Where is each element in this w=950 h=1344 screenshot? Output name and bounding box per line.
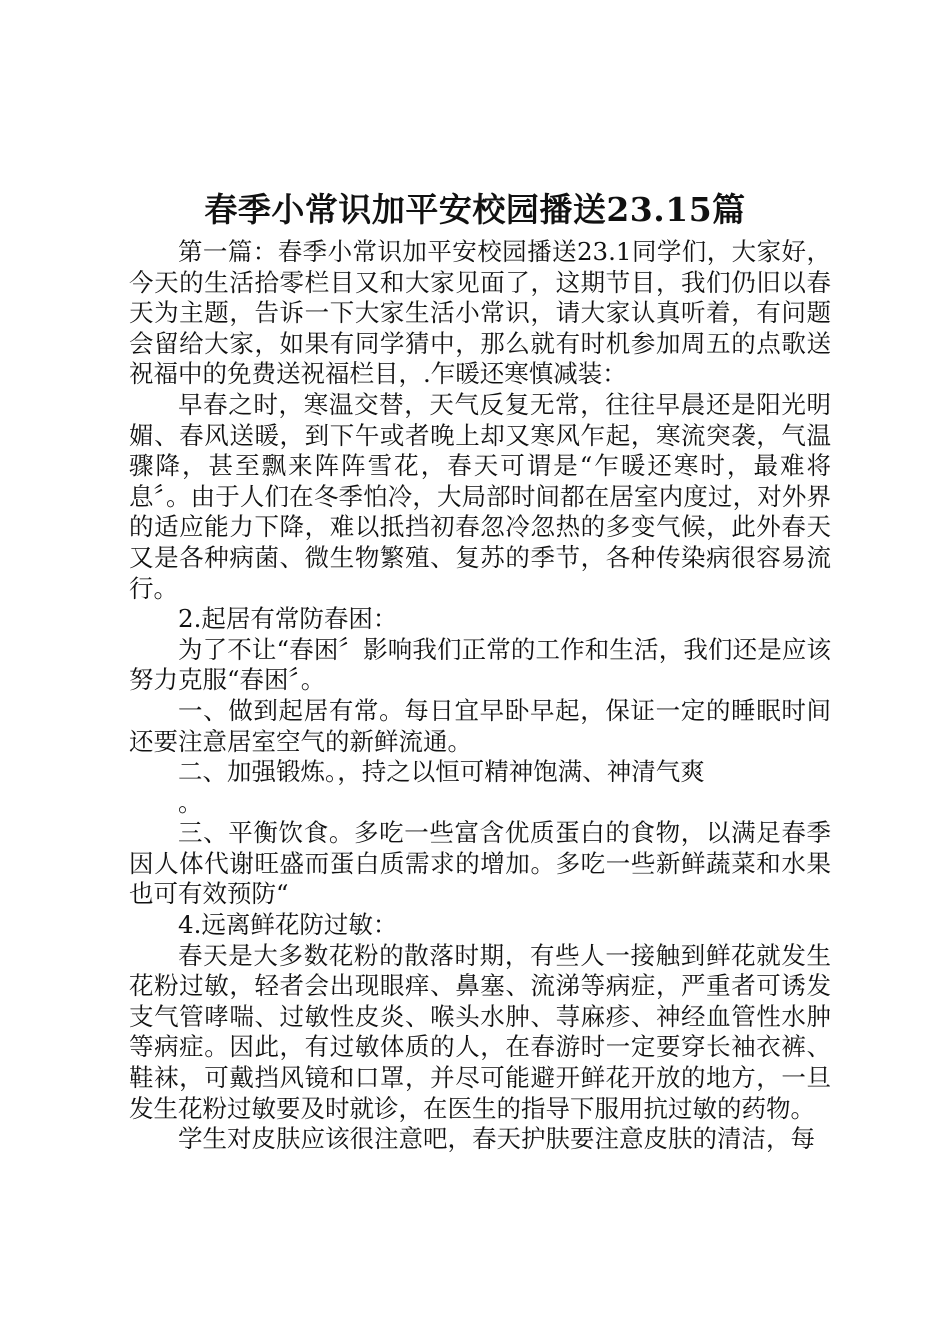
paragraph-stray-period: 。 bbox=[178, 787, 203, 817]
paragraph-balanced-diet: 三、平衡饮食。多吃一些富含优质蛋白的食物，以满足春季因人体代谢旺盛而蛋白质需求的增加。多吃一些新鲜蔬菜和水果也可有效预防“ bbox=[129, 818, 831, 909]
paragraph-overcome-fatigue: 为了不让“春困〞影响我们正常的工作和生活，我们还是应该努力克服“春困〞。 bbox=[129, 634, 831, 695]
paragraph-pollen-allergy: 春天是大多数花粉的散落时期，有些人一接触到鲜花就发生花粉过敏，轻者会出现眼痒、鼻塞、流涕等病症，严重者可诱发支气管哮喘、过敏性皮炎、喉头水肿、荨麻疹、神经血管性水肿等病症。因此，有过敏体质的人，在春游时一定要穿长袖衣裤、鞋袜，可戴挡风镜和口罩，并尽可能避开鲜花开放的地方，一旦发生花粉过敏要及时就诊，在医生的指导下服用抗过敏的药物。 bbox=[129, 940, 831, 1123]
document-title: 春季小常识加平安校园播送23.15篇 bbox=[204, 190, 746, 229]
paragraph-regular-routine: 一、做到起居有常。每日宜早卧早起，保证一定的睡眠时间还要注意居室空气的新鲜流通。 bbox=[129, 695, 831, 756]
paragraph-intro: 第一篇：春季小常识加平安校园播送23.1同学们，大家好，今天的生活拾零栏目又和大家见面了，这期节目，我们仍旧以春天为主题，告诉一下大家生活小常识，请大家认真听着，有问题会留给大家，如果有同学猜中，那么就有时机参加周五的点歌送祝福中的免费送祝福栏目，.乍暖还寒慎减装： bbox=[129, 237, 831, 389]
heading-spring-fatigue: 2.起居有常防春困： bbox=[178, 604, 398, 634]
paragraph-exercise: 二、加强锻炼。，持之以恒可精神饱满、神清气爽 bbox=[178, 757, 705, 787]
heading-flower-allergy: 4.远离鲜花防过敏： bbox=[178, 910, 398, 940]
paragraph-early-spring: 早春之时，寒温交替，天气反复无常，往往早晨还是阳光明媚、春风送暖，到下午或者晚上却又寒风乍起，寒流突袭，气温骤降，甚至飘来阵阵雪花，春天可谓是“乍暖还寒时，最难将息〞。由于人们在冬季怕冷，大局部时间都在居室内度过，对外界的适应能力下降，难以抵挡初春忽冷忽热的多变气候，此外春天又是各种病菌、微生物繁殖、复苏的季节，各种传染病很容易流行。 bbox=[129, 389, 831, 603]
paragraph-skin-care: 学生对皮肤应该很注意吧，春天护肤要注意皮肤的清洁，每 bbox=[178, 1124, 815, 1154]
document-body bbox=[129, 237, 831, 1155]
